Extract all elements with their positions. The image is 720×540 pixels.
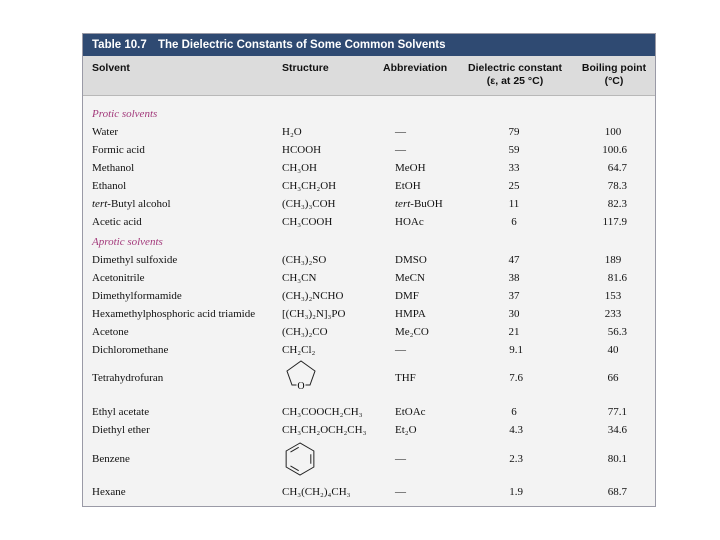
thf-ring-icon (282, 358, 320, 392)
dielectric-constant: 6 (511, 406, 517, 418)
table-row (83, 324, 655, 341)
structure-formula: (CH₃)₂SO (282, 254, 327, 266)
header-solvent: Solvent (92, 62, 130, 74)
boiling-point: 77.1 (607, 406, 627, 418)
abbreviation (395, 370, 416, 387)
abbreviation (395, 178, 421, 195)
abbreviation-text: Me₂CO (395, 326, 429, 338)
solvent-name (92, 370, 163, 387)
table-row (83, 306, 655, 323)
structure-formula: H₂O (282, 126, 302, 138)
abbreviation-text: — (395, 344, 406, 356)
solvent-text: Diethyl ether (92, 424, 150, 436)
boiling-point: 80.1 (607, 453, 627, 465)
dielectric-constant: 25 (508, 180, 520, 192)
structure-formula: CH₃CH₂OCH₂CH₃ (282, 424, 367, 436)
structure-formula: CH₃COOCH₂CH₃ (282, 406, 363, 418)
abbreviation-text: — (395, 453, 406, 465)
abbreviation-text: EtOAc (395, 406, 426, 418)
table-row (83, 214, 655, 231)
solvent-text: Acetonitrile (92, 272, 145, 284)
solvent-text: Dichloromethane (92, 344, 169, 356)
dielectric-constant: 47 (508, 254, 520, 266)
solvent-text: Dimethyl sulfoxide (92, 254, 178, 266)
solvent-text: Methanol (92, 162, 135, 174)
table-row (83, 142, 655, 159)
table-row (83, 196, 655, 213)
solvent-name (92, 252, 177, 269)
abbreviation-text: THF (395, 372, 416, 384)
dielectric-constant: 38 (508, 272, 520, 284)
dielectric-constant: 7.6 (509, 372, 523, 384)
solvent-text: Acetic acid (92, 216, 142, 228)
abbreviation-text: DMSO (395, 254, 427, 266)
boiling-point: 100.6 (602, 144, 627, 156)
boiling-point: 68.7 (607, 486, 627, 498)
abbreviation-text: — (395, 486, 406, 498)
abbreviation-text: Et₂O (395, 424, 417, 436)
abbreviation (395, 404, 426, 421)
dielectric-constant: 4.3 (509, 424, 523, 436)
solvent-name (92, 404, 149, 421)
dielectric-constant: 59 (508, 144, 520, 156)
boiling-point: 56.3 (607, 326, 627, 338)
solvent-name (92, 451, 130, 468)
structure-formula: (CH₃)₂CO (282, 326, 328, 338)
boiling-point: 40 (607, 344, 619, 356)
boiling-point: 189 (604, 254, 622, 266)
table-title: The Dielectric Constants of Some Common Solvents (157, 39, 446, 51)
solvent-name (92, 142, 145, 159)
dielectric-constant: 6 (511, 216, 517, 228)
boiling-point: 82.3 (607, 198, 627, 210)
solvent-prefix: tert (92, 198, 108, 210)
structure-formula: (CH₃)₂NCHO (282, 290, 344, 302)
solvent-name (92, 270, 145, 287)
structure-formula: CH₃CH₂OH (282, 180, 337, 192)
table-row (83, 124, 655, 141)
table-row (83, 252, 655, 269)
solvent-name (92, 306, 255, 323)
structure-formula: [(CH₃)₂N]₃PO (282, 308, 346, 320)
solvent-text: Tetrahydrofuran (92, 372, 164, 384)
header-dielectric-line1: Dielectric constant (468, 62, 562, 74)
abbreviation (395, 324, 429, 341)
boiling-point: 78.3 (607, 180, 627, 192)
boiling-point: 66 (607, 372, 619, 384)
table-row (83, 160, 655, 177)
abbreviation-text: -BuOH (410, 198, 443, 210)
solvent-text: Ethanol (92, 180, 127, 192)
table-row (83, 370, 655, 392)
solvent-text: -Butyl alcohol (107, 198, 171, 210)
header-boiling-line1: Boiling point (581, 62, 647, 74)
section-label: Protic solvents (92, 108, 158, 120)
header-boiling-line2: (°C) (604, 75, 624, 87)
solvent-text: Formic acid (92, 144, 145, 156)
table-row (83, 404, 655, 421)
abbreviation-text: — (395, 144, 406, 156)
solvent-name (92, 288, 182, 305)
dielectric-constant: 79 (508, 126, 520, 138)
structure-formula: (CH₃)₃COH (282, 198, 336, 210)
dielectric-constant: 1.9 (509, 486, 523, 498)
solvent-table (82, 33, 656, 507)
boiling-point: 81.6 (607, 272, 627, 284)
structure-formula: CH₃OH (282, 162, 318, 174)
structure-formula: CH₃(CH₂)₄CH₃ (282, 486, 351, 498)
dielectric-constant: 2.3 (509, 453, 523, 465)
thf-oxygen-label: O (297, 381, 305, 392)
header-structure: Structure (282, 62, 329, 74)
dielectric-constant: 33 (508, 162, 520, 174)
benzene-ring-icon (282, 439, 318, 479)
dielectric-constant: 9.1 (509, 344, 523, 356)
solvent-name (92, 124, 118, 141)
table-row (83, 342, 655, 359)
abbreviation-text: MeCN (395, 272, 425, 284)
abbreviation (395, 196, 443, 213)
abbreviation (395, 214, 424, 231)
table-row (83, 270, 655, 287)
boiling-point: 34.6 (607, 424, 627, 436)
boiling-point: 100 (604, 126, 622, 138)
dielectric-constant: 21 (508, 326, 520, 338)
header-abbreviation: Abbreviation (383, 62, 448, 74)
solvent-name (92, 324, 129, 341)
solvent-text: Dimethylformamide (92, 290, 182, 302)
dielectric-constant: 30 (508, 308, 520, 320)
dielectric-constant: 37 (508, 290, 520, 302)
abbreviation-text: MeOH (395, 162, 426, 174)
solvent-text: Acetone (92, 326, 129, 338)
abbreviation-prefix: tert (395, 198, 411, 210)
table-number: Table 10.7 (92, 39, 147, 51)
structure-formula: CH₃COOH (282, 216, 333, 228)
abbreviation (395, 252, 427, 269)
solvent-name (92, 484, 126, 501)
header-dielectric (465, 62, 565, 88)
solvent-text: Water (92, 126, 118, 138)
abbreviation-text: HMPA (395, 308, 426, 320)
table-row (83, 422, 655, 439)
abbreviation-text: HOAc (395, 216, 424, 228)
table-row (83, 178, 655, 195)
solvent-name (92, 342, 168, 359)
abbreviation-text: EtOH (395, 180, 421, 192)
table-row (83, 451, 655, 468)
abbreviation (395, 306, 426, 323)
boiling-point: 64.7 (607, 162, 627, 174)
solvent-text: Benzene (92, 453, 130, 465)
boiling-point: 117.9 (602, 216, 627, 228)
table-row (83, 288, 655, 305)
solvent-name (92, 214, 142, 231)
structure-formula: HCOOH (282, 144, 322, 156)
abbreviation (395, 288, 419, 305)
table-row (83, 484, 655, 501)
section-label: Aprotic solvents (92, 236, 163, 248)
solvent-name (92, 422, 150, 439)
abbreviation (395, 270, 425, 287)
abbreviation (395, 451, 406, 468)
structure-formula: CH₂Cl₂ (282, 344, 316, 356)
header-dielectric-line2: (ε, at 25 °C) (486, 75, 544, 87)
solvent-name (92, 178, 126, 195)
header-boiling-point (578, 62, 650, 88)
table-title-bar (83, 34, 655, 56)
solvent-text: Ethyl acetate (92, 406, 150, 418)
solvent-text: Hexamethylphosphoric acid triamide (92, 308, 256, 320)
abbreviation-text: — (395, 126, 406, 138)
abbreviation (395, 124, 406, 141)
abbreviation (395, 422, 417, 439)
boiling-point: 233 (604, 308, 622, 320)
table-header (83, 56, 655, 96)
abbreviation-text: DMF (395, 290, 419, 302)
solvent-text: Hexane (92, 486, 126, 498)
abbreviation (395, 342, 406, 359)
boiling-point: 153 (604, 290, 622, 302)
dielectric-constant: 11 (508, 198, 520, 210)
structure-formula: CH₃CN (282, 272, 317, 284)
solvent-name (92, 196, 171, 213)
abbreviation (395, 142, 406, 159)
abbreviation (395, 484, 406, 501)
abbreviation (395, 160, 426, 177)
solvent-name (92, 160, 134, 177)
